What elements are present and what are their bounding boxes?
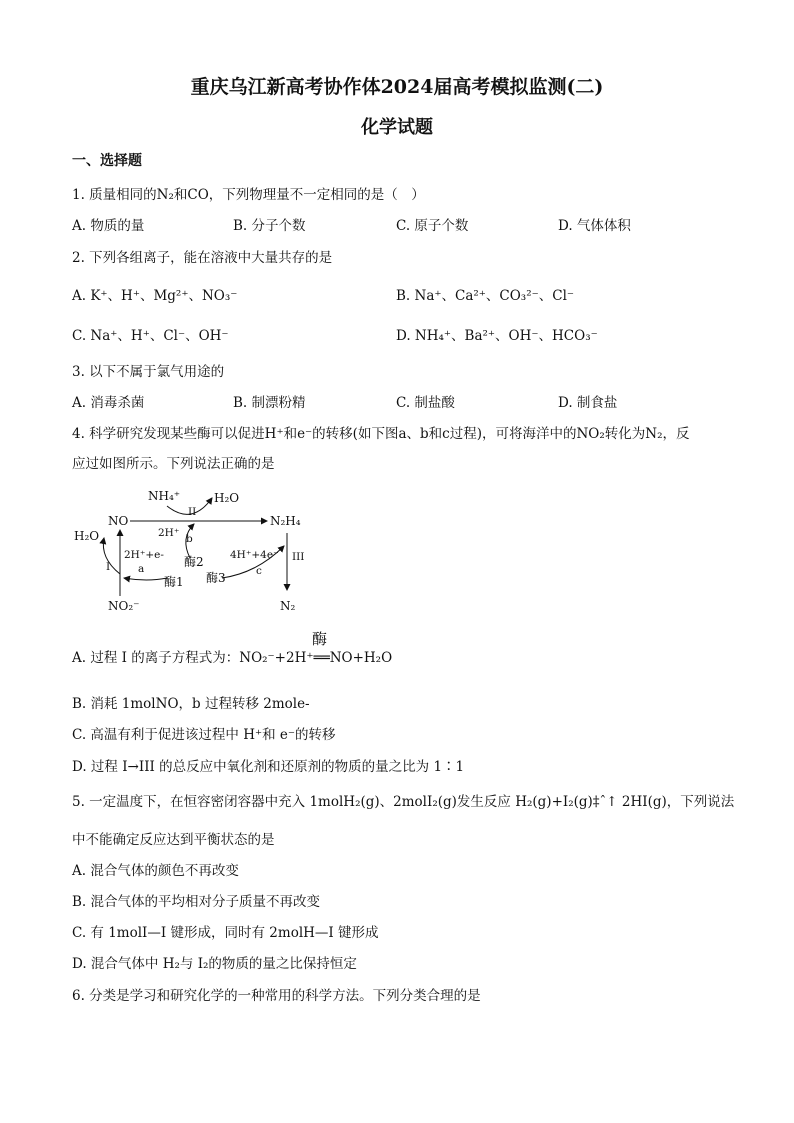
q1-option-c: C. 原子个数 [396,218,469,234]
arrow-a [124,578,167,580]
q5-option-a: A. 混合气体的颜色不再改变 [72,863,239,879]
q3-option-c: C. 制盐酸 [396,395,455,411]
q5-option-d: D. 混合气体中 H₂与 I₂的物质的量之比保持恒定 [72,956,357,972]
q4-option-c: C. 高温有利于促进该过程中 H⁺和 e⁻的转移 [72,727,336,743]
roman-2-label: II [188,506,197,518]
q5-option-b: B. 混合气体的平均相对分子质量不再改变 [72,894,321,910]
b-label: b [186,533,193,545]
no2-label: NO₂⁻ [108,599,140,613]
h2o-top-label: H₂O [214,491,240,505]
q4-stem-line1: 4. 科学研究发现某些酶可以促进H⁺和e⁻的转移(如下图a、b和c过程)，可将海洋中的NO₂转化为N₂，反 [72,426,690,442]
q4-option-a-equation: NO₂⁻+2H⁺══NO+H₂O [239,650,393,666]
q4-stem-line2: 应过如图所示。下列说法正确的是 [72,456,275,472]
roman-3-label: III [292,551,305,563]
q3-option-b: B. 制漂粉精 [233,395,306,411]
q5-option-c: C. 有 1molI—I 键形成，同时有 2molH—I 键形成 [72,925,379,941]
no-label: NO [108,514,129,528]
q1-option-d: D. 气体体积 [558,218,631,234]
q2-option-c: C. Na⁺、H⁺、Cl⁻、OH⁻ [72,328,229,344]
roman-1-label: I [106,561,111,573]
q4-option-a [72,646,392,666]
c-reagent-label: 4H⁺+4e⁻ [230,549,279,561]
2h-plus-label: 2H⁺ [158,527,180,539]
q3-option-a: A. 消毒杀菌 [72,395,145,411]
q1-option-a: A. 物质的量 [72,218,145,234]
q2-option-b: B. Na⁺、Ca²⁺、CO₃²⁻、Cl⁻ [396,288,575,304]
enzyme-condition: 酶 [312,630,328,648]
q6-stem: 6. 分类是学习和研究化学的一种常用的科学方法。下列分类合理的是 [72,988,481,1004]
page-subtitle: 化学试题 [361,117,433,138]
q1-option-b: B. 分子个数 [233,218,306,234]
q2-stem: 2. 下列各组离子，能在溶液中大量共存的是 [72,250,333,266]
q5-stem-line1: 5. 一定温度下，在恒容密闭容器中充入 1molH₂(g)、2molI₂(g)发生反应 H₂(g)+I₂(g)‡ˆ↑ 2HI(g)，下列说法 [72,794,735,810]
a-reagent-label: 2H⁺+e- [124,549,164,561]
q3-stem: 3. 以下不属于氯气用途的 [72,364,225,380]
nh4-label: NH₄⁺ [148,489,181,503]
q1-stem: 1. 质量相同的N₂和CO，下列物理量不一定相同的是（ ） [72,187,425,203]
a-label: a [138,563,145,575]
q4-option-b: B. 消耗 1molNO，b 过程转移 2mole- [72,696,310,712]
n2h4-label: N₂H₄ [270,514,301,528]
q3-option-d: D. 制食盐 [558,395,618,411]
q2-option-a: A. K⁺、H⁺、Mg²⁺、NO₃⁻ [72,288,238,304]
section-heading: 一、选择题 [72,153,142,169]
h2o-left-label: H₂O [74,529,100,543]
q2-option-d: D. NH₄⁺、Ba²⁺、OH⁻、HCO₃⁻ [396,328,598,344]
page-title: 重庆乌江新高考协作体2024届高考模拟监测(二) [190,76,604,98]
reaction-diagram [72,478,312,618]
enzyme-1-label: 酶1 [164,575,184,589]
q5-stem-line2: 中不能确定反应达到平衡状态的是 [72,832,275,848]
q4-option-d: D. 过程 I→III 的总反应中氧化剂和还原剂的物质的量之比为 1∶1 [72,759,465,775]
n2-label: N₂ [280,599,296,613]
q4-option-a-prefix: A. 过程 I 的离子方程式为： [72,650,240,666]
enzyme-3-label: 酶3 [206,571,226,585]
c-label: c [256,565,262,577]
enzyme-2-label: 酶2 [184,555,204,569]
